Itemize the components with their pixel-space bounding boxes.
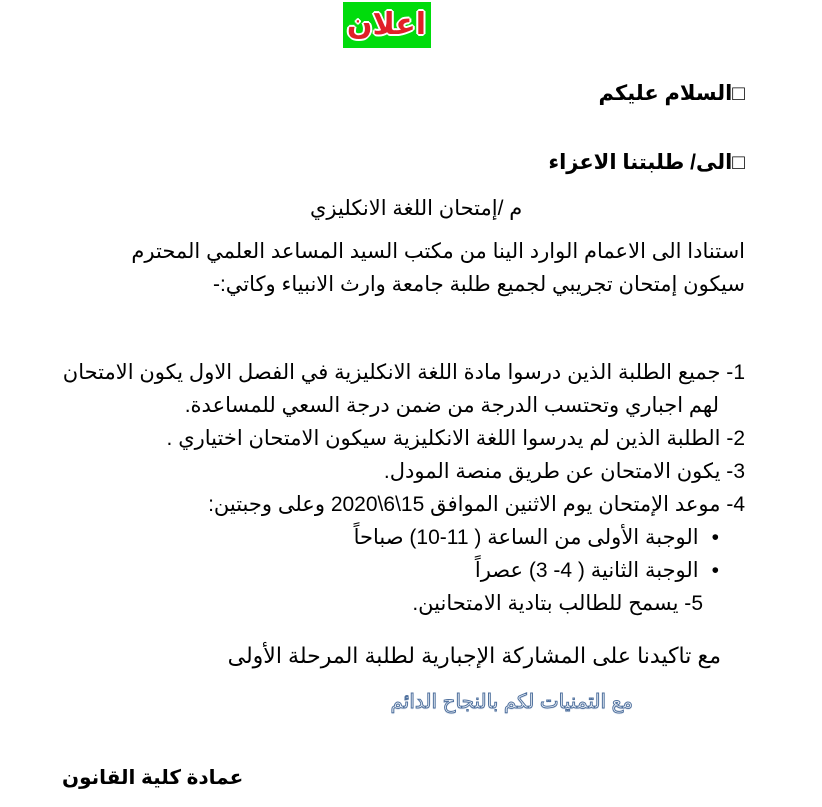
greeting-salam: □السلام عليكم bbox=[598, 82, 745, 105]
list-item-1: 1- جميع الطلبة الذين درسوا مادة اللغة الانكليزية في الفصل الاول يكون الامتحان لهم اجباري وتحتسب الدرجة من ضمن درجة السعي للمساعدة. bbox=[62, 361, 745, 417]
bullet-text-first-wave: الوجبة الأولى من الساعة ( 11-10) صباحاً bbox=[353, 526, 699, 549]
greeting-addressees: □الى/ طلبتنا الاعزاء bbox=[548, 151, 745, 174]
bullet-marker: • bbox=[711, 526, 719, 549]
wishes-decorative-line: مع التمنيات لكم بالنجاح الدائم bbox=[390, 691, 633, 713]
list-item-2: 2- الطلبة الذين لم يدرسوا اللغة الانكليزية سيكون الامتحان اختياري . bbox=[166, 427, 745, 450]
bullet-item-second-wave bbox=[60, 554, 719, 587]
instructions-list bbox=[60, 356, 745, 620]
announcement-document bbox=[0, 2, 822, 807]
subject-line: م /إمتحان اللغة الانكليزي bbox=[310, 197, 523, 220]
list-item-3: 3- يكون الامتحان عن طريق منصة المودل. bbox=[383, 460, 745, 483]
intro-paragraph: استنادا الى الاعمام الوارد الينا من مكتب السيد المساعد العلمي المحترم سيكون إمتحان تجريبي لجميع طلبة جامعة وارث الانبياء وكاتي:- bbox=[131, 240, 745, 296]
closing-emphasis: مع تاكيدنا على المشاركة الإجبارية لطلبة المرحلة الأولى bbox=[227, 643, 721, 668]
bullet-marker: • bbox=[711, 559, 719, 582]
announcement-banner bbox=[343, 2, 431, 48]
list-item-5: 5- يسمح للطالب بتادية الامتحانين. bbox=[412, 592, 703, 615]
bullet-text-second-wave: الوجبة الثانية ( 4- 3) عصراً bbox=[474, 559, 699, 582]
bullet-item-first-wave bbox=[60, 521, 719, 554]
list-item-4: 4- موعد الإمتحان يوم الاثنين الموافق 15\6\2020 وعلى وجبتين: bbox=[208, 493, 745, 516]
signature-deanship: عمادة كلية القانون bbox=[62, 767, 244, 789]
banner-title: اعلان bbox=[346, 8, 427, 41]
